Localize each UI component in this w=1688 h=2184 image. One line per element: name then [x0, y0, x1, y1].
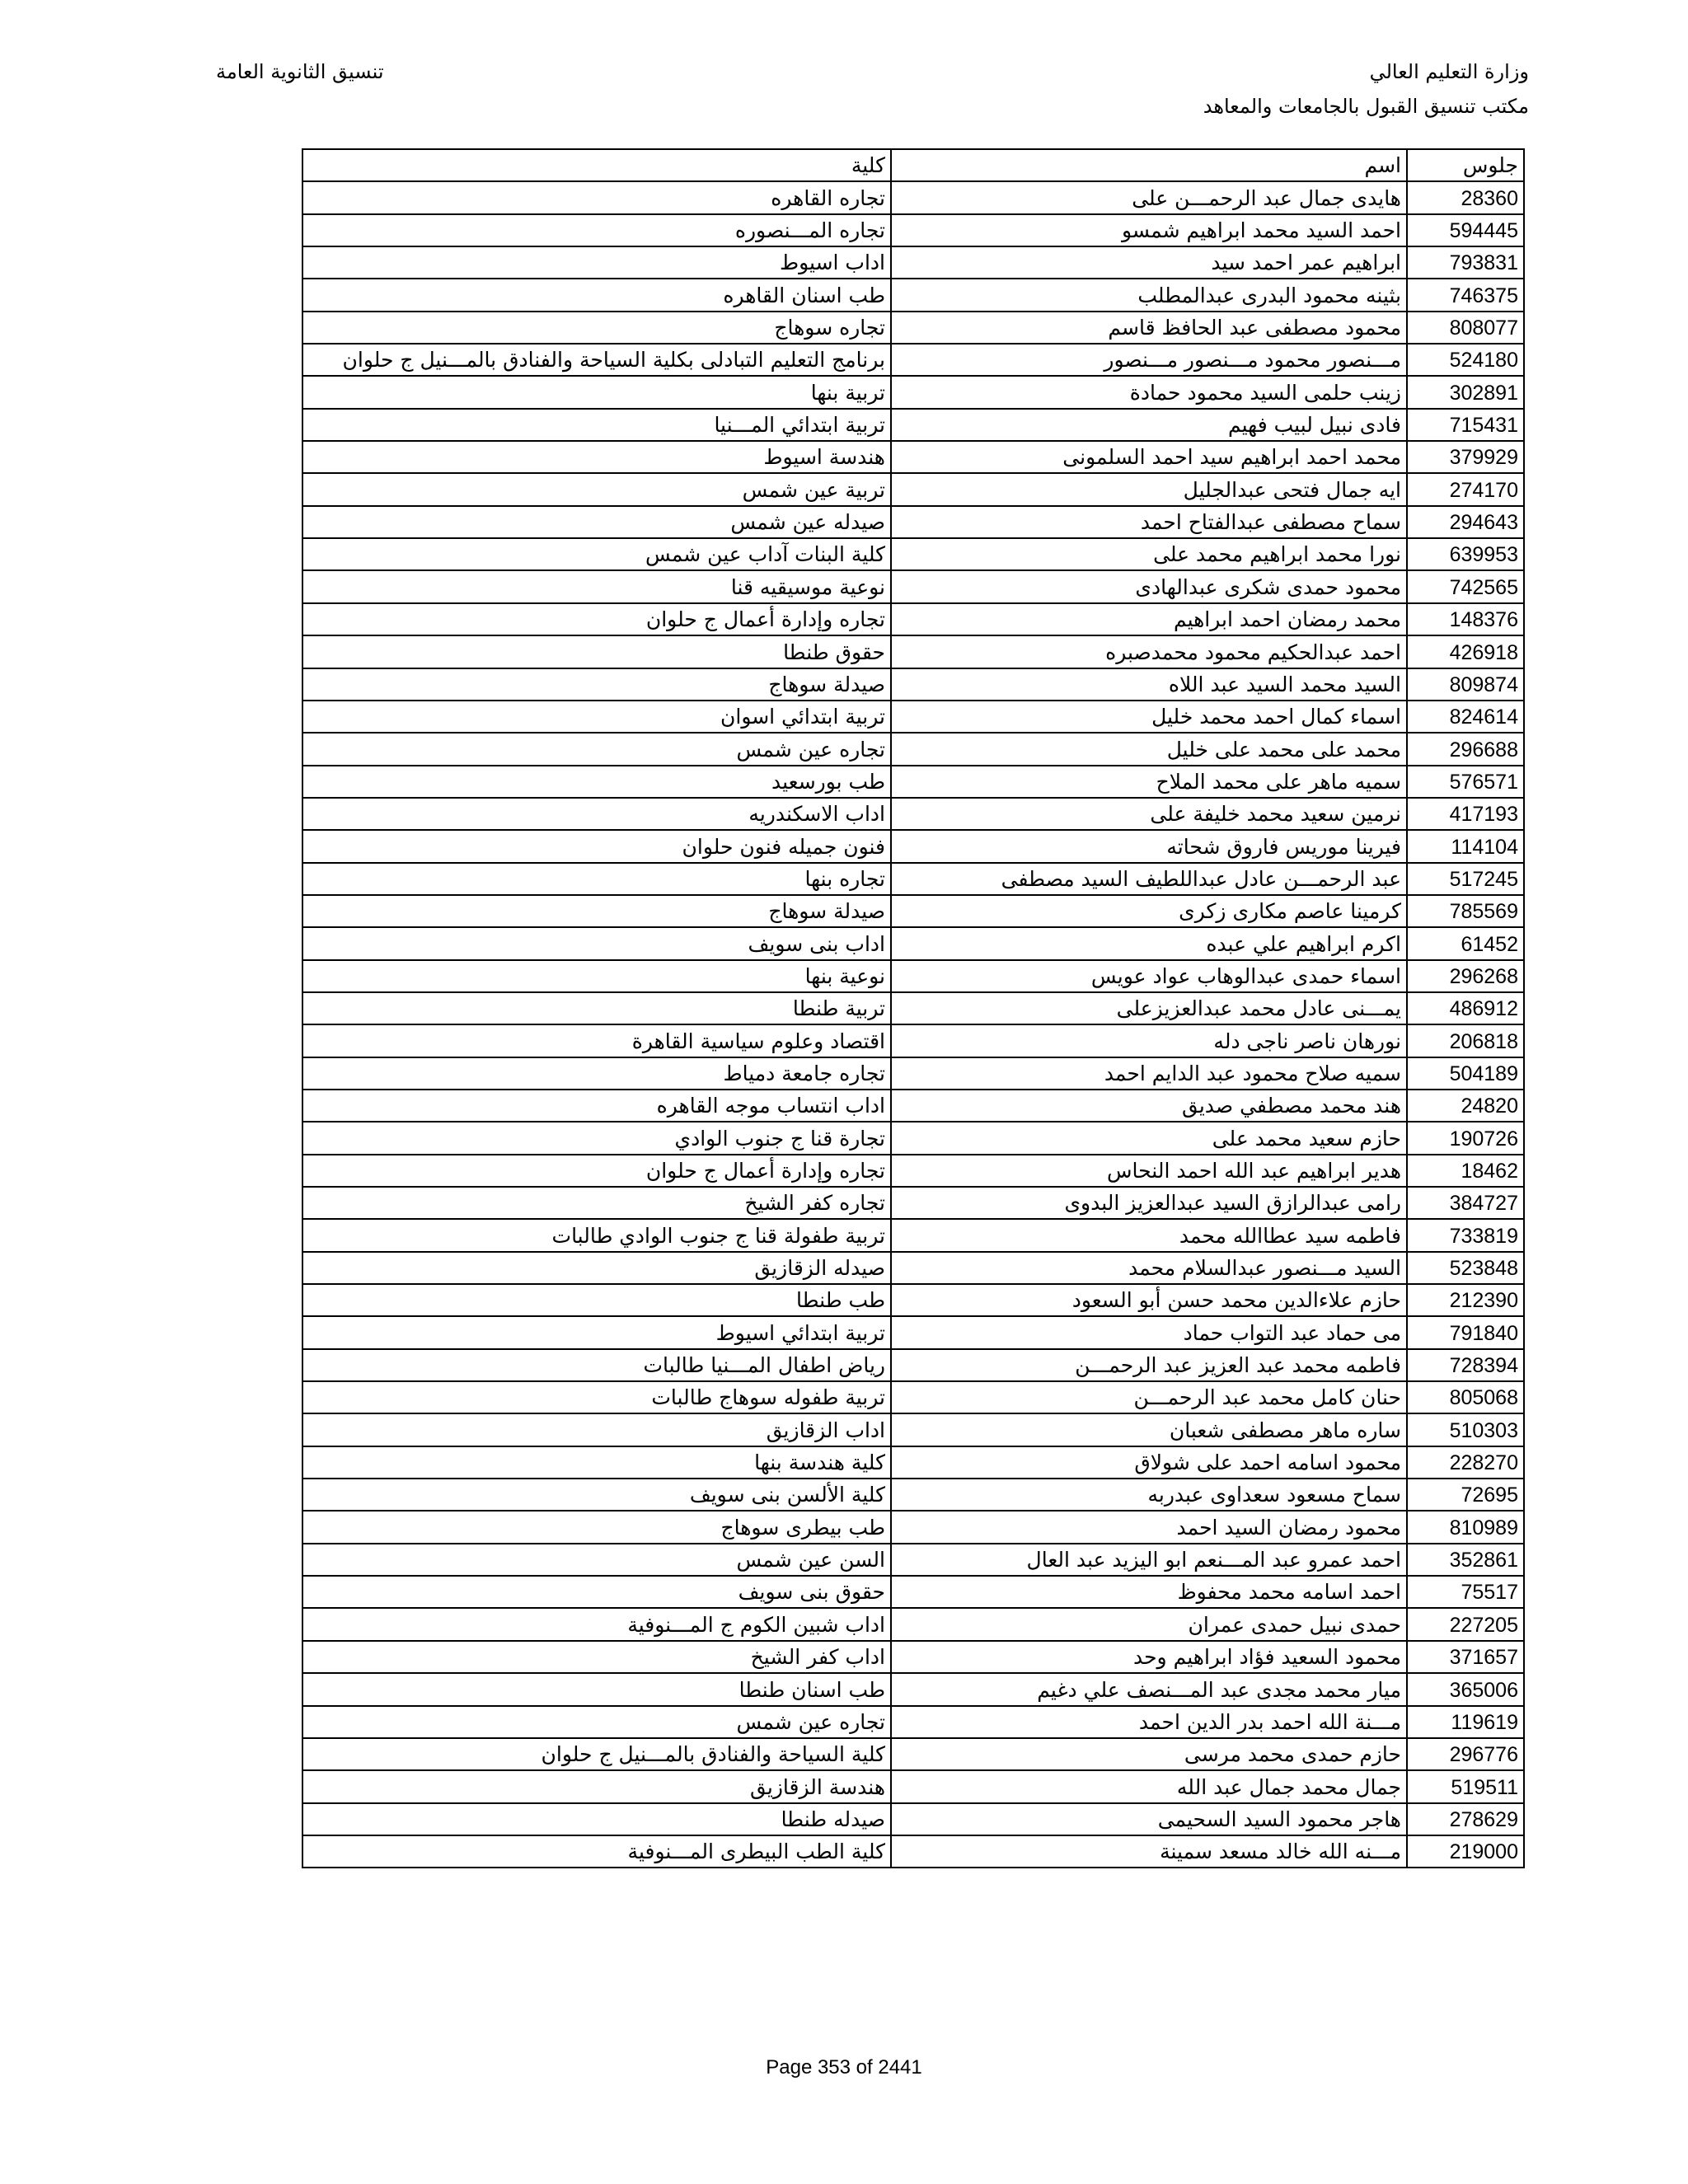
faculty-cell: تربية طفولة قنا ج جنوب الوادي طالبات [302, 1219, 891, 1251]
student-name-cell: حازم سعيد محمد على [891, 1122, 1407, 1154]
seat-number-cell: 296268 [1407, 960, 1524, 992]
student-name-cell: حنان كامل محمد عبد الرحمـــن [891, 1381, 1407, 1413]
results-table-body [302, 149, 1524, 1868]
table-row [302, 603, 1524, 635]
table-row [302, 1608, 1524, 1640]
seat-number-cell: 728394 [1407, 1349, 1524, 1381]
faculty-cell: تجاره وإدارة أعمال ج حلوان [302, 603, 891, 635]
faculty-cell: اقتصاد وعلوم سياسية القاهرة [302, 1024, 891, 1057]
table-row [302, 1187, 1524, 1219]
student-name-cell: محمود اسامه احمد على شولاق [891, 1446, 1407, 1479]
student-name-cell: احمد عمرو عبد المـــنعم ابو اليزيد عبد العال [891, 1544, 1407, 1576]
faculty-cell: اداب الاسكندريه [302, 798, 891, 830]
faculty-cell: تجاره عين شمس [302, 733, 891, 765]
faculty-cell: تربية طنطا [302, 992, 891, 1024]
student-name-cell: مـــنصور محمود مـــنصور مـــنصور [891, 344, 1407, 376]
seat-number-cell: 278629 [1407, 1803, 1524, 1835]
ministry-name: وزارة التعليم العالي [1369, 60, 1529, 83]
seat-number-cell: 519511 [1407, 1770, 1524, 1802]
seat-number-cell: 809874 [1407, 668, 1524, 701]
student-name-cell: اسماء حمدى عبدالوهاب عواد عويس [891, 960, 1407, 992]
seat-number-cell: 793831 [1407, 246, 1524, 279]
table-row [302, 344, 1524, 376]
seat-number-cell: 742565 [1407, 570, 1524, 602]
student-name-cell: حمدى نبيل حمدى عمران [891, 1608, 1407, 1640]
faculty-cell: تجاره المـــنصوره [302, 214, 891, 246]
table-row [302, 927, 1524, 959]
faculty-cell: تربية طفوله سوهاج طالبات [302, 1381, 891, 1413]
faculty-cell: السن عين شمس [302, 1544, 891, 1576]
document-header-ministry [1203, 59, 1529, 129]
table-row [302, 1057, 1524, 1090]
column-header-name: اسم [891, 149, 1407, 181]
faculty-cell: صيدلة سوهاج [302, 895, 891, 927]
seat-number-cell: 808077 [1407, 312, 1524, 344]
faculty-cell: رياض اطفال المـــنيا طالبات [302, 1349, 891, 1381]
table-header-row [302, 149, 1524, 181]
table-row [302, 701, 1524, 733]
student-name-cell: هايدى جمال عبد الرحمـــن على [891, 181, 1407, 213]
student-name-cell: كرمينا عاصم مكارى زكرى [891, 895, 1407, 927]
table-row [302, 441, 1524, 473]
table-row [302, 1024, 1524, 1057]
faculty-cell: برنامج التعليم التبادلى بكلية السياحة والفنادق بالمـــنيل ج حلوان [302, 344, 891, 376]
page-number: Page 353 of 2441 [766, 2056, 922, 2079]
student-name-cell: مى حماد عبد التواب حماد [891, 1316, 1407, 1348]
seat-number-cell: 72695 [1407, 1479, 1524, 1511]
table-row [302, 506, 1524, 538]
column-header-faculty: كلية [302, 149, 891, 181]
seat-number-cell: 294643 [1407, 506, 1524, 538]
faculty-cell: كلية السياحة والفنادق بالمـــنيل ج حلوان [302, 1738, 891, 1770]
seat-number-cell: 517245 [1407, 863, 1524, 895]
faculty-cell: اداب انتساب موجه القاهره [302, 1090, 891, 1122]
seat-number-cell: 28360 [1407, 181, 1524, 213]
seat-number-cell: 190726 [1407, 1122, 1524, 1154]
seat-number-cell: 352861 [1407, 1544, 1524, 1576]
student-name-cell: مـــنة الله احمد بدر الدين احمد [891, 1706, 1407, 1738]
faculty-cell: نوعية بنها [302, 960, 891, 992]
seat-number-cell: 384727 [1407, 1187, 1524, 1219]
seat-number-cell: 824614 [1407, 701, 1524, 733]
student-name-cell: فيرينا موريس فاروق شحاته [891, 830, 1407, 862]
student-name-cell: يمـــنى عادل محمد عبدالعزيزعلى [891, 992, 1407, 1024]
student-name-cell: حازم حمدى محمد مرسى [891, 1738, 1407, 1770]
student-name-cell: ايه جمال فتحى عبدالجليل [891, 473, 1407, 505]
faculty-cell: صيدلة سوهاج [302, 668, 891, 701]
results-table [302, 148, 1525, 1868]
table-row [302, 1803, 1524, 1835]
table-row [302, 1252, 1524, 1284]
seat-number-cell: 61452 [1407, 927, 1524, 959]
table-row [302, 1835, 1524, 1868]
student-name-cell: عبد الرحمـــن عادل عبداللطيف السيد مصطفى [891, 863, 1407, 895]
student-name-cell: هند محمد مصطفي صديق [891, 1090, 1407, 1122]
faculty-cell: اداب بنى سويف [302, 927, 891, 959]
student-name-cell: سماح مصطفى عبدالفتاح احمد [891, 506, 1407, 538]
student-name-cell: محمود رمضان السيد احمد [891, 1511, 1407, 1543]
student-name-cell: فادى نبيل لبيب فهيم [891, 409, 1407, 441]
table-row [302, 733, 1524, 765]
table-row [302, 863, 1524, 895]
student-name-cell: اكرم ابراهيم علي عبده [891, 927, 1407, 959]
table-row [302, 960, 1524, 992]
seat-number-cell: 785569 [1407, 895, 1524, 927]
student-name-cell: سميه ماهر على محمد الملاح [891, 766, 1407, 798]
seat-number-cell: 371657 [1407, 1641, 1524, 1673]
table-row [302, 895, 1524, 927]
student-name-cell: بثينه محمود البدرى عبدالمطلب [891, 279, 1407, 311]
seat-number-cell: 594445 [1407, 214, 1524, 246]
student-name-cell: محمود مصطفى عبد الحافظ قاسم [891, 312, 1407, 344]
student-name-cell: احمد عبدالحكيم محمود محمدصبره [891, 635, 1407, 668]
table-row [302, 1090, 1524, 1122]
table-row [302, 992, 1524, 1024]
faculty-cell: تربية ابتدائي اسوان [302, 701, 891, 733]
student-name-cell: ميار محمد مجدى عبد المـــنصف علي دغيم [891, 1673, 1407, 1705]
faculty-cell: صيدله الزقازيق [302, 1252, 891, 1284]
table-row [302, 1446, 1524, 1479]
table-row [302, 1316, 1524, 1348]
faculty-cell: تربية عين شمس [302, 473, 891, 505]
table-row [302, 1576, 1524, 1608]
table-row [302, 1122, 1524, 1154]
faculty-cell: فنون جميله فنون حلوان [302, 830, 891, 862]
seat-number-cell: 24820 [1407, 1090, 1524, 1122]
faculty-cell: تجاره سوهاج [302, 312, 891, 344]
table-row [302, 830, 1524, 862]
student-name-cell: السيد محمد السيد عبد اللاه [891, 668, 1407, 701]
faculty-cell: كلية الطب البيطرى المـــنوفية [302, 1835, 891, 1868]
table-row [302, 1155, 1524, 1187]
table-row [302, 668, 1524, 701]
seat-number-cell: 148376 [1407, 603, 1524, 635]
faculty-cell: اداب شبين الكوم ج المـــنوفية [302, 1608, 891, 1640]
table-row [302, 376, 1524, 408]
seat-number-cell: 504189 [1407, 1057, 1524, 1090]
seat-number-cell: 791840 [1407, 1316, 1524, 1348]
faculty-cell: تجاره كفر الشيخ [302, 1187, 891, 1219]
seat-number-cell: 417193 [1407, 798, 1524, 830]
student-name-cell: هاجر محمود السيد السحيمى [891, 1803, 1407, 1835]
table-row [302, 246, 1524, 279]
seat-number-cell: 227205 [1407, 1608, 1524, 1640]
table-row [302, 1284, 1524, 1316]
seat-number-cell: 114104 [1407, 830, 1524, 862]
seat-number-cell: 212390 [1407, 1284, 1524, 1316]
student-name-cell: محمد رمضان احمد ابراهيم [891, 603, 1407, 635]
seat-number-cell: 219000 [1407, 1835, 1524, 1868]
faculty-cell: تجارة قنا ج جنوب الوادي [302, 1122, 891, 1154]
seat-number-cell: 810989 [1407, 1511, 1524, 1543]
seat-number-cell: 119619 [1407, 1706, 1524, 1738]
faculty-cell: تجاره وإدارة أعمال ج حلوان [302, 1155, 891, 1187]
column-header-seat: جلوس [1407, 149, 1524, 181]
table-row [302, 798, 1524, 830]
student-name-cell: ساره ماهر مصطفى شعبان [891, 1413, 1407, 1446]
seat-number-cell: 576571 [1407, 766, 1524, 798]
student-name-cell: سماح مسعود سعداوى عبدربه [891, 1479, 1407, 1511]
student-name-cell: فاطمه محمد عبد العزيز عبد الرحمـــن [891, 1349, 1407, 1381]
student-name-cell: محمد احمد ابراهيم سيد احمد السلمونى [891, 441, 1407, 473]
seat-number-cell: 715431 [1407, 409, 1524, 441]
table-row [302, 538, 1524, 570]
student-name-cell: نرمين سعيد محمد خليفة على [891, 798, 1407, 830]
faculty-cell: كلية الألسن بنى سويف [302, 1479, 891, 1511]
seat-number-cell: 296776 [1407, 1738, 1524, 1770]
faculty-cell: تربية ابتدائي المـــنيا [302, 409, 891, 441]
student-name-cell: حازم علاءالدين محمد حسن أبو السعود [891, 1284, 1407, 1316]
faculty-cell: اداب كفر الشيخ [302, 1641, 891, 1673]
student-name-cell: احمد اسامه محمد محفوظ [891, 1576, 1407, 1608]
table-row [302, 1219, 1524, 1251]
student-name-cell: نورا محمد ابراهيم محمد على [891, 538, 1407, 570]
seat-number-cell: 510303 [1407, 1413, 1524, 1446]
faculty-cell: طب بيطرى سوهاج [302, 1511, 891, 1543]
seat-number-cell: 426918 [1407, 635, 1524, 668]
table-row [302, 312, 1524, 344]
seat-number-cell: 805068 [1407, 1381, 1524, 1413]
seat-number-cell: 365006 [1407, 1673, 1524, 1705]
coordination-title: تنسيق الثانوية العامة [216, 60, 384, 83]
faculty-cell: تجاره بنها [302, 863, 891, 895]
table-row [302, 570, 1524, 602]
student-name-cell: جمال محمد جمال عبد الله [891, 1770, 1407, 1802]
table-row [302, 1349, 1524, 1381]
faculty-cell: حقوق بنى سويف [302, 1576, 891, 1608]
table-row [302, 1381, 1524, 1413]
student-name-cell: محمود السعيد فؤاد ابراهيم وحد [891, 1641, 1407, 1673]
table-row [302, 214, 1524, 246]
student-name-cell: نورهان ناصر ناجى دله [891, 1024, 1407, 1057]
seat-number-cell: 75517 [1407, 1576, 1524, 1608]
seat-number-cell: 296688 [1407, 733, 1524, 765]
table-row [302, 635, 1524, 668]
faculty-cell: هندسة الزقازيق [302, 1770, 891, 1802]
office-name: مكتب تنسيق القبول بالجامعات والمعاهد [1203, 95, 1529, 118]
seat-number-cell: 746375 [1407, 279, 1524, 311]
student-name-cell: سميه صلاح محمود عبد الدايم احمد [891, 1057, 1407, 1090]
table-row [302, 1413, 1524, 1446]
table-row [302, 473, 1524, 505]
faculty-cell: حقوق طنطا [302, 635, 891, 668]
seat-number-cell: 523848 [1407, 1252, 1524, 1284]
table-row [302, 1770, 1524, 1802]
table-row [302, 1479, 1524, 1511]
student-name-cell: السيد مـــنصور عبدالسلام محمد [891, 1252, 1407, 1284]
student-name-cell: احمد السيد محمد ابراهيم شمسو [891, 214, 1407, 246]
faculty-cell: صيدله طنطا [302, 1803, 891, 1835]
student-name-cell: مـــنه الله خالد مسعد سمينة [891, 1835, 1407, 1868]
student-name-cell: فاطمه سيد عطاالله محمد [891, 1219, 1407, 1251]
faculty-cell: تربية بنها [302, 376, 891, 408]
faculty-cell: طب اسنان طنطا [302, 1673, 891, 1705]
seat-number-cell: 524180 [1407, 344, 1524, 376]
table-row [302, 181, 1524, 213]
faculty-cell: نوعية موسيقيه قنا [302, 570, 891, 602]
student-name-cell: محمود حمدى شكرى عبدالهادى [891, 570, 1407, 602]
faculty-cell: طب طنطا [302, 1284, 891, 1316]
table-row [302, 279, 1524, 311]
table-row [302, 1706, 1524, 1738]
seat-number-cell: 18462 [1407, 1155, 1524, 1187]
faculty-cell: اداب اسيوط [302, 246, 891, 279]
table-row [302, 409, 1524, 441]
faculty-cell: تربية ابتدائي اسيوط [302, 1316, 891, 1348]
faculty-cell: طب اسنان القاهره [302, 279, 891, 311]
faculty-cell: تجاره عين شمس [302, 1706, 891, 1738]
seat-number-cell: 228270 [1407, 1446, 1524, 1479]
faculty-cell: كلية هندسة بنها [302, 1446, 891, 1479]
faculty-cell: طب بورسعيد [302, 766, 891, 798]
seat-number-cell: 206818 [1407, 1024, 1524, 1057]
table-row [302, 1738, 1524, 1770]
table-row [302, 1641, 1524, 1673]
table-row [302, 1544, 1524, 1576]
faculty-cell: تجاره القاهره [302, 181, 891, 213]
student-name-cell: ابراهيم عمر احمد سيد [891, 246, 1407, 279]
student-name-cell: اسماء كمال احمد محمد خليل [891, 701, 1407, 733]
seat-number-cell: 302891 [1407, 376, 1524, 408]
table-row [302, 1673, 1524, 1705]
student-name-cell: هدير ابراهيم عبد الله احمد النحاس [891, 1155, 1407, 1187]
faculty-cell: هندسة اسيوط [302, 441, 891, 473]
student-name-cell: محمد على محمد على خليل [891, 733, 1407, 765]
table-row [302, 1511, 1524, 1543]
faculty-cell: كلية البنات آداب عين شمس [302, 538, 891, 570]
faculty-cell: صيدله عين شمس [302, 506, 891, 538]
table-row [302, 766, 1524, 798]
faculty-cell: اداب الزقازيق [302, 1413, 891, 1446]
student-name-cell: رامى عبدالرازق السيد عبدالعزيز البدوى [891, 1187, 1407, 1219]
seat-number-cell: 639953 [1407, 538, 1524, 570]
faculty-cell: تجاره جامعة دمياط [302, 1057, 891, 1090]
seat-number-cell: 274170 [1407, 473, 1524, 505]
student-name-cell: زينب حلمى السيد محمود حمادة [891, 376, 1407, 408]
seat-number-cell: 379929 [1407, 441, 1524, 473]
seat-number-cell: 486912 [1407, 992, 1524, 1024]
seat-number-cell: 733819 [1407, 1219, 1524, 1251]
